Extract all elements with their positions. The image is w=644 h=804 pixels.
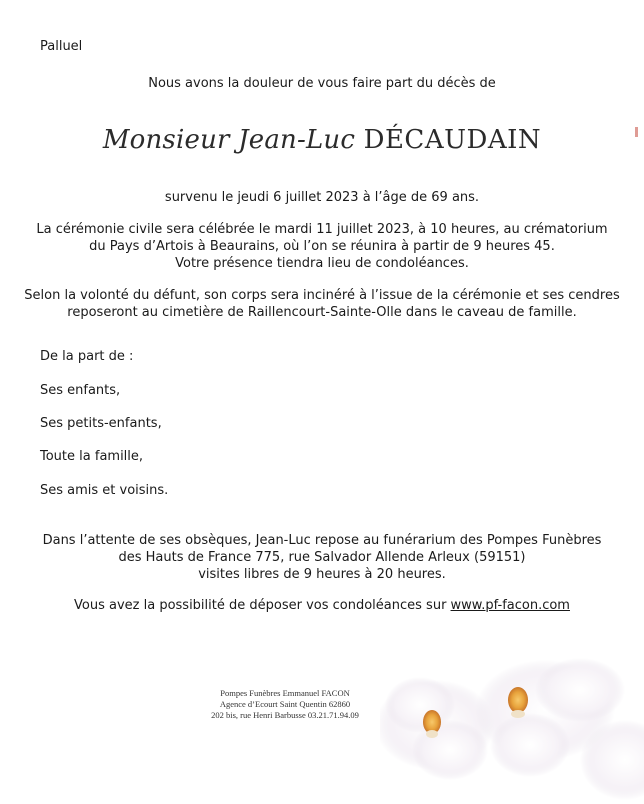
family-item-whole-family: Toute la famille, xyxy=(40,449,144,464)
ceremony-line-2: du Pays d’Artois à Beaurains, où l’on se réunira à partir de 9 heures 45. xyxy=(89,239,555,254)
funeral-home-paragraph xyxy=(0,532,644,583)
funeral-home-footer xyxy=(150,688,420,721)
condolences-line xyxy=(0,597,644,614)
from-label: De la part de : xyxy=(40,349,134,364)
family-item-children: Ses enfants, xyxy=(40,383,121,398)
ceremony-paragraph xyxy=(0,221,644,272)
cremation-line-2: reposeront au cimetière de Raillencourt-Sainte-Olle dans le caveau de famille. xyxy=(67,305,577,320)
funeral-line-2: des Hauts de France 775, rue Salvador Allende Arleux (59151) xyxy=(118,550,526,565)
deceased-name xyxy=(0,124,644,156)
funeral-line-3: visites libres de 9 heures à 20 heures. xyxy=(198,567,446,582)
footer-line-2: Agence d’Ecourt Saint Quentin 62860 xyxy=(219,699,351,709)
scan-edge-mark xyxy=(635,127,638,137)
deceased-title-given: Monsieur Jean-Luc xyxy=(102,125,356,155)
deceased-surname: DÉCAUDAIN xyxy=(363,125,542,155)
cremation-line-1: Selon la volonté du défunt, son corps sera incinéré à l’issue de la cérémonie et ses cendres xyxy=(24,288,620,303)
family-item-friends: Ses amis et voisins. xyxy=(40,483,169,498)
condolences-link[interactable]: www.pf-facon.com xyxy=(450,598,570,613)
intro-text: Nous avons la douleur de vous faire part du décès de xyxy=(148,76,496,91)
ceremony-line-3: Votre présence tiendra lieu de condoléances. xyxy=(175,256,469,271)
ceremony-line-1: La cérémonie civile sera célébrée le mardi 11 juillet 2023, à 10 heures, au crématorium xyxy=(36,222,608,237)
footer-line-3: 202 bis, rue Henri Barbusse 03.21.71.94.09 xyxy=(211,710,359,720)
condolences-text: Vous avez la possibilité de déposer vos condoléances sur xyxy=(74,598,451,613)
cremation-paragraph xyxy=(0,287,644,321)
funeral-line-1: Dans l’attente de ses obsèques, Jean-Luc repose au funérarium des Pompes Funèbres xyxy=(42,533,602,548)
location-label: Palluel xyxy=(40,39,83,54)
death-date-line: survenu le jeudi 6 juillet 2023 à l’âge de 69 ans. xyxy=(164,190,480,205)
footer-line-1: Pompes Funèbres Emmanuel FACON xyxy=(220,688,350,698)
family-item-grandchildren: Ses petits-enfants, xyxy=(40,416,162,431)
